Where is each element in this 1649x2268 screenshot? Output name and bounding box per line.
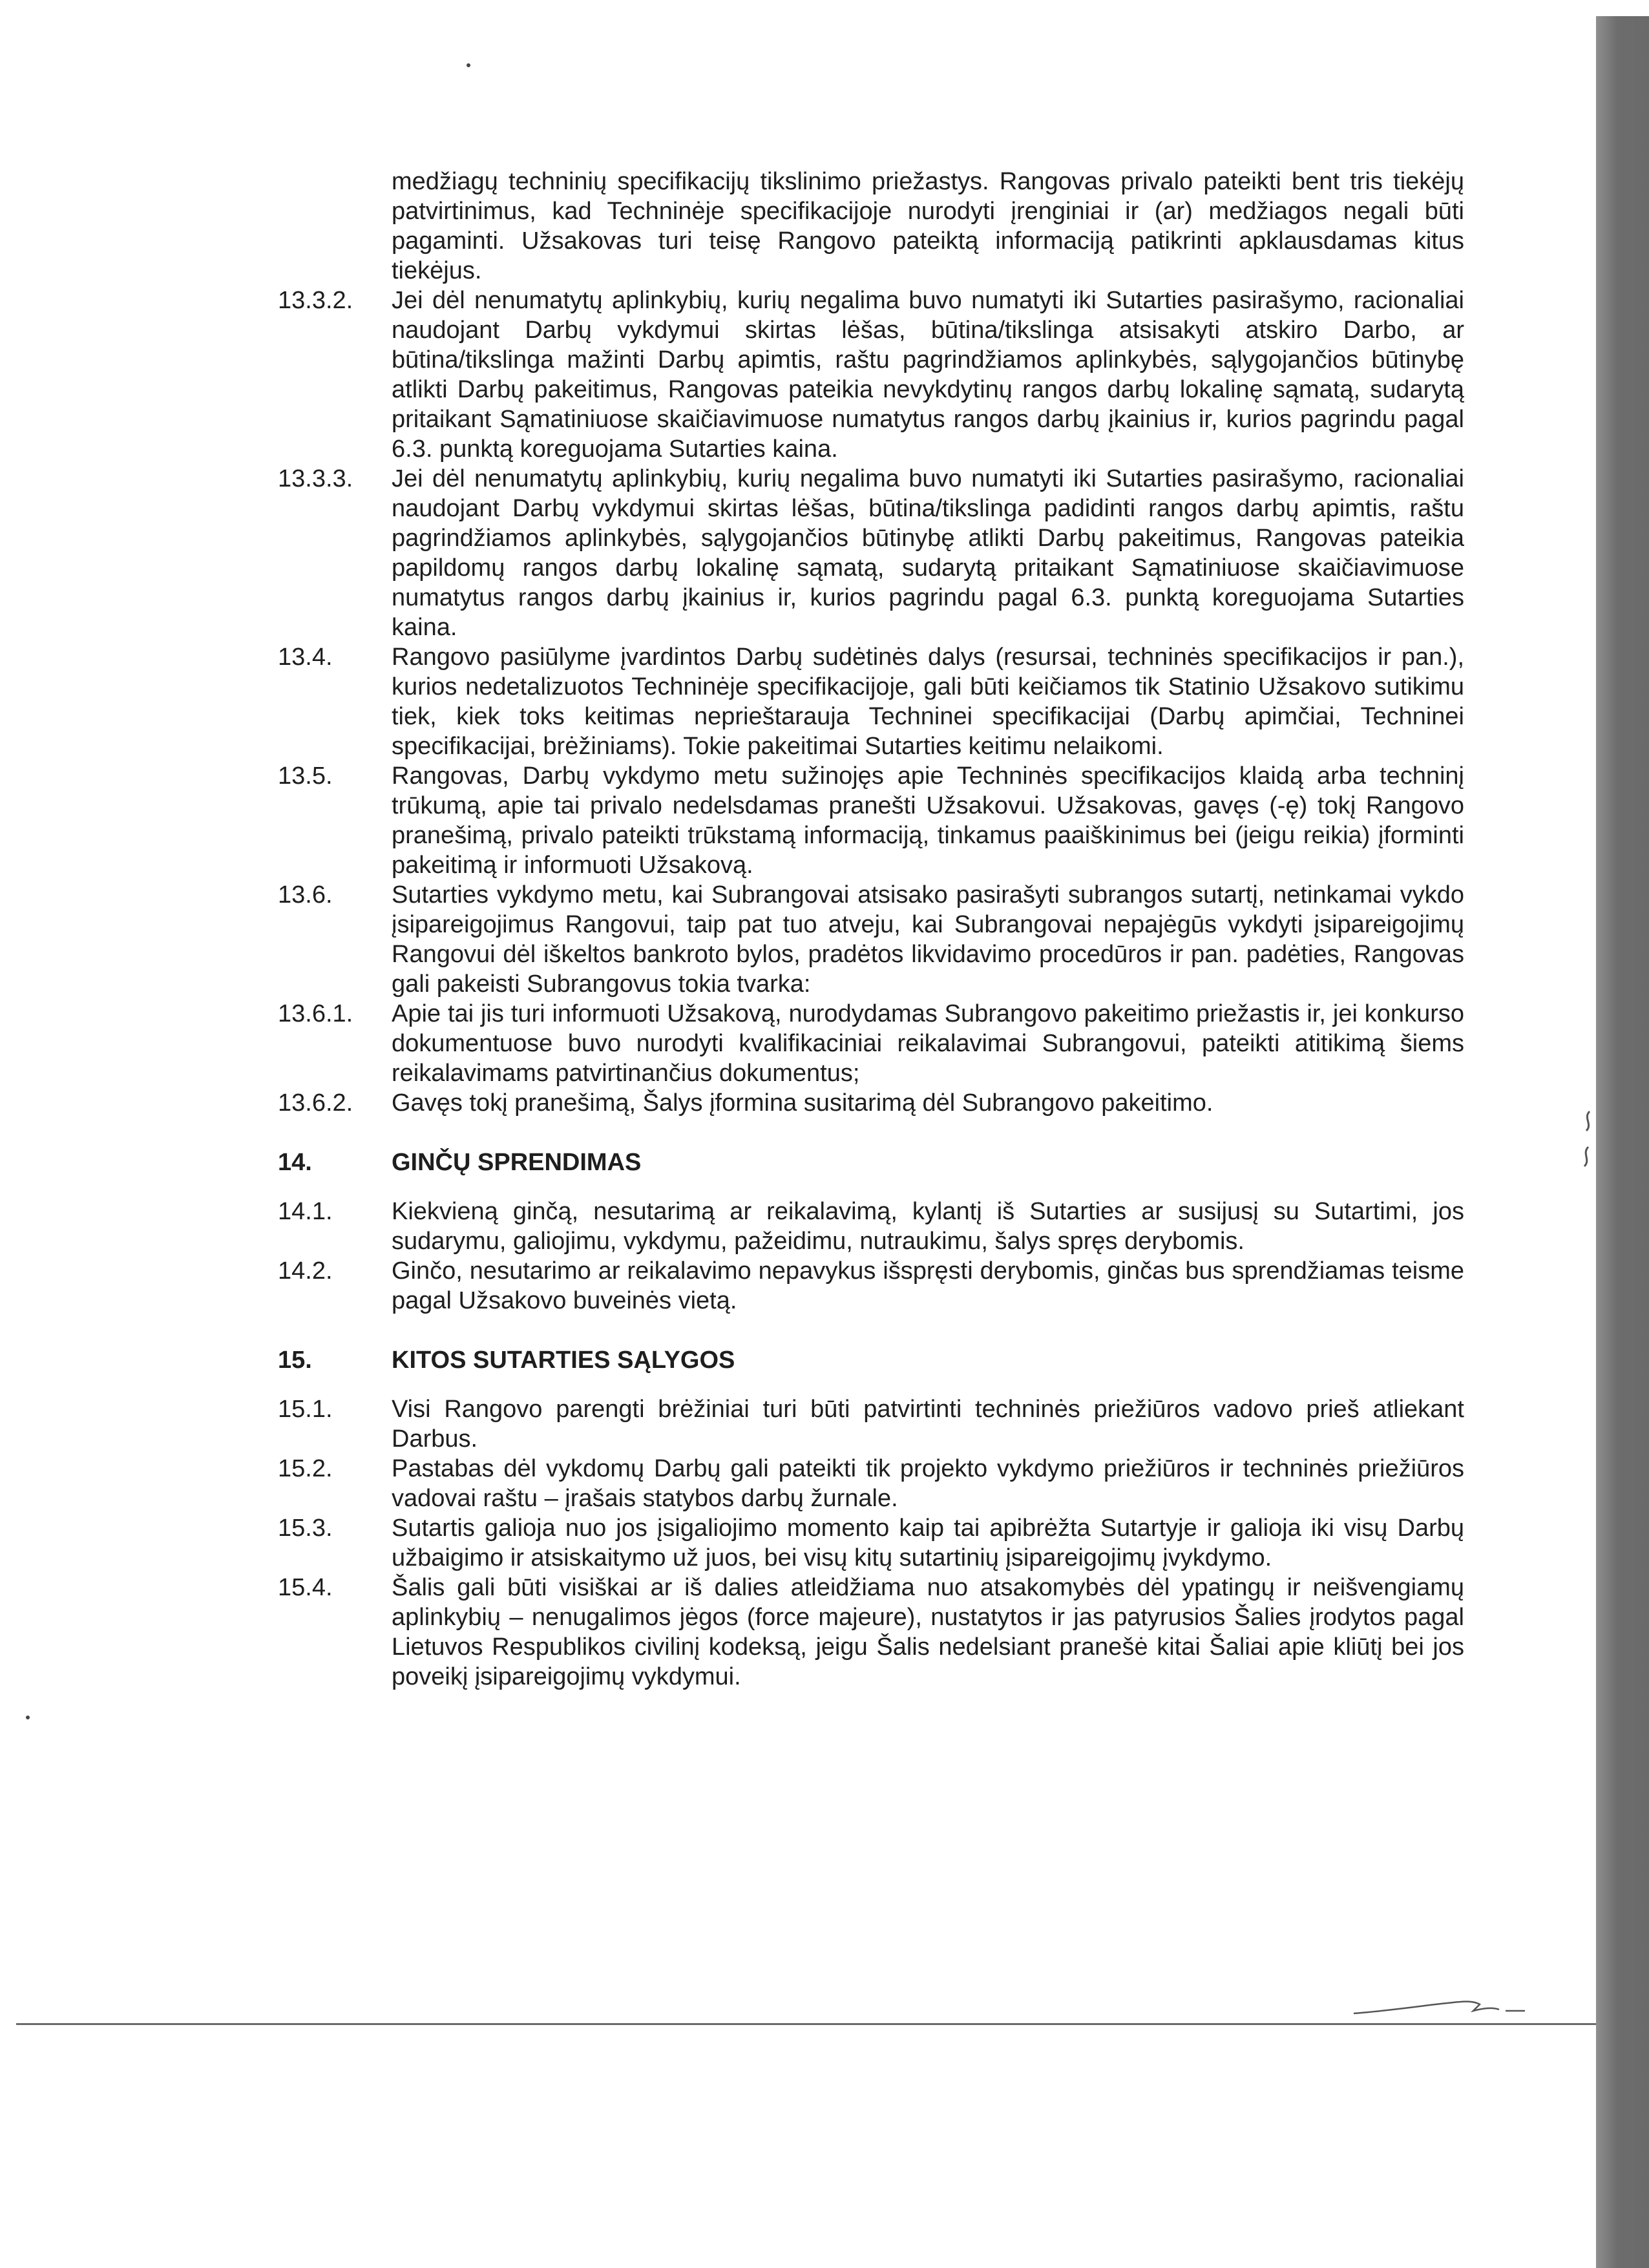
clause-text: Rangovo pasiūlyme įvardintos Darbų sudėtinės dalys (resursai, techninės specifikacijos ir pan.), kurios nedetalizuotos Techninėje specifikacijoje, gali būti keičiamos tik Statinio Užsakovo sutikimu tiek, kiek toks keitimas neprieštarauja Techninei specifikacijai (Darbų apimčiai, Techninei specifikacijai, brėžiniams). Tokie pakeitimai Sutarties keitimu nelaikomi. [392,644,1464,760]
clause-number: 13.6. [278,881,333,908]
clause-number: 13.6.1. [278,1000,353,1027]
clause-text: Visi Rangovo parengti brėžiniai turi būti patvirtinti techninės priežiūros vadovo prieš atliekant Darbus. [392,1396,1464,1453]
clause-13-3-3 [278,464,1464,642]
clause-text: Pastabas dėl vykdomų Darbų gali pateikti tik projekto vykdymo priežiūros ir techninės priežiūros vadovai raštu – įrašais statybos darbų žurnale. [392,1455,1464,1512]
clause-14-2 [278,1256,1464,1316]
clause-number: 15.4. [278,1574,333,1601]
clause-number: 14.1. [278,1198,333,1225]
clause-13-6-2 [278,1088,1464,1118]
clause-13-5 [278,761,1464,880]
scan-bottom-line [16,2023,1596,2025]
clause-13-4 [278,642,1464,761]
intro-paragraph: medžiagų techninių specifikacijų tikslinimo priežastys. Rangovas privalo pateikti bent tris tiekėjų patvirtinimus, kad Techninėje specifikacijoje nurodyti įrenginiai ir (ar) medžiagos negali būti pagaminti. Užsakovas turi teisę Rangovo pateiktą informaciją patikrinti apklausdamas kitus tiekėjus. [392,168,1464,284]
section-number: 15. [278,1347,312,1374]
clause-number: 13.6.2. [278,1089,353,1117]
clause-number: 15.1. [278,1396,333,1423]
clause-14-1 [278,1197,1464,1256]
clause-number: 15.2. [278,1455,333,1482]
clause-13-3-2 [278,286,1464,464]
clause-15-3 [278,1513,1464,1573]
clause-text: Šalis gali būti visiškai ar iš dalies atleidžiama nuo atsakomybės dėl ypatingų ir neišvengiamų aplinkybių – nenugalimos jėgos (force majeure), nustatytos ir jas patyrusios Šalies įrodytos pagal Lietuvos Respublikos civilinį kodeksą, jeigu Šalis nedelsiant pranešė kitai Šaliai apie kliūtį bei jos poveikį įsipareigojimų vykdymui. [392,1574,1464,1690]
clause-list-13 [278,286,1464,1118]
clause-list-15 [278,1394,1464,1692]
clause-text: Ginčo, nesutarimo ar reikalavimo nepavykus išspręsti derybomis, ginčas bus sprendžiamas teisme pagal Užsakovo buveinės vietą. [392,1257,1464,1314]
section-15-heading [278,1345,1464,1375]
clause-13-6-1 [278,999,1464,1088]
clause-text: Gavęs tokį pranešimą, Šalys įformina susitarimą dėl Subrangovo pakeitimo. [392,1089,1213,1117]
clause-text: Rangovas, Darbų vykdymo metu sužinojęs apie Techninės specifikacijos klaidą arba techninį trūkumą, apie tai privalo nedelsdamas pranešti Užsakovui. Užsakovas, gavęs (-ę) tokį Rangovo pranešimą, privalo pateikti trūkstamą informaciją, tinkamus paaiškinimus bei (jeigu reikia) įforminti pakeitimą ir informuoti Užsakovą. [392,762,1464,879]
clause-number: 13.3.3. [278,465,353,492]
clause-15-4 [278,1573,1464,1692]
clause-number: 14.2. [278,1257,333,1285]
clause-text: Sutarties vykdymo metu, kai Subrangovai atsisako pasirašyti subrangos sutartį, netinkamai vykdo įsipareigojimus Rangovui, taip pat tuo atveju, kai Subrangovai nepajėgūs vykdyti įsipareigojimų Rangovui dėl iškeltos bankroto bylos, pradėtos likvidavimo procedūros ir pan. padėties, Rangovas gali pakeisti Subrangovus tokia tvarka: [392,881,1464,998]
clause-number: 13.4. [278,644,333,671]
section-title: KITOS SUTARTIES SĄLYGOS [392,1347,735,1374]
initials-signature [1350,1991,1531,2017]
scan-dark-edge [1596,16,1649,2268]
scan-speck [26,1716,30,1719]
scan-speck [467,63,470,67]
section-title: GINČŲ SPRENDIMAS [392,1149,642,1176]
clause-text: Jei dėl nenumatytų aplinkybių, kurių negalima buvo numatyti iki Sutarties pasirašymo, racionaliai naudojant Darbų vykdymui skirtas lėšas, būtina/tikslinga padidinti rangos darbų apimtis, raštu pagrindžiamos aplinkybės, sąlygojančios būtinybę atlikti Darbų pakeitimus, Rangovas pateikia papildomų rangos darbų lokalinę sąmatą, sudarytą pritaikant Sąmatiniuose skaičiavimuose numatytus rangos darbų įkainius ir, kurios pagrindu pagal 6.3. punktą koreguojama Sutarties kaina. [392,465,1464,641]
clause-text: Apie tai jis turi informuoti Užsakovą, nurodydamas Subrangovo pakeitimo priežastis ir, jei konkurso dokumentuose buvo nurodyti kvalifikaciniai reikalavimai Subrangovui, pateikti atitikimą šiems reikalavimams patvirtinančius dokumentus; [392,1000,1464,1087]
section-14-heading [278,1148,1464,1177]
section-number: 14. [278,1149,312,1176]
clause-number: 13.5. [278,762,333,790]
margin-pen-mark [1577,1108,1596,1170]
clause-text: Jei dėl nenumatytų aplinkybių, kurių negalima buvo numatyti iki Sutarties pasirašymo, racionaliai naudojant Darbų vykdymui skirtas lėšas, būtina/tikslinga atsisakyti atskiro Darbo, ar būtina/tikslinga mažinti Darbų apimtis, raštu pagrindžiamos aplinkybės, sąlygojančios būtinybę atlikti Darbų pakeitimus, Rangovas pateikia nevykdytinų rangos darbų lokalinę sąmatą, sudarytą pritaikant Sąmatiniuose skaičiavimuose numatytus rangos darbų įkainius ir, kurios pagrindu pagal 6.3. punktą koreguojama Sutarties kaina. [392,287,1464,463]
clause-text: Sutartis galioja nuo jos įsigaliojimo momento kaip tai apibrėžta Sutartyje ir galioja iki visų Darbų užbaigimo ir atsiskaitymo už juos, bei visų kitų sutartinių įsipareigojimų įvykdymo. [392,1515,1464,1571]
clause-number: 15.3. [278,1515,333,1542]
clause-text: Kiekvieną ginčą, nesutarimą ar reikalavimą, kylantį iš Sutarties ar susijusį su Sutartimi, jos sudarymu, galiojimu, vykdymu, pažeidimu, nutraukimu, šalys spręs derybomis. [392,1198,1464,1255]
document-body [278,167,1464,1692]
clause-list-14 [278,1197,1464,1316]
clause-13-6 [278,880,1464,999]
clause-15-2 [278,1454,1464,1513]
clause-15-1 [278,1394,1464,1454]
clause-number: 13.3.2. [278,287,353,314]
